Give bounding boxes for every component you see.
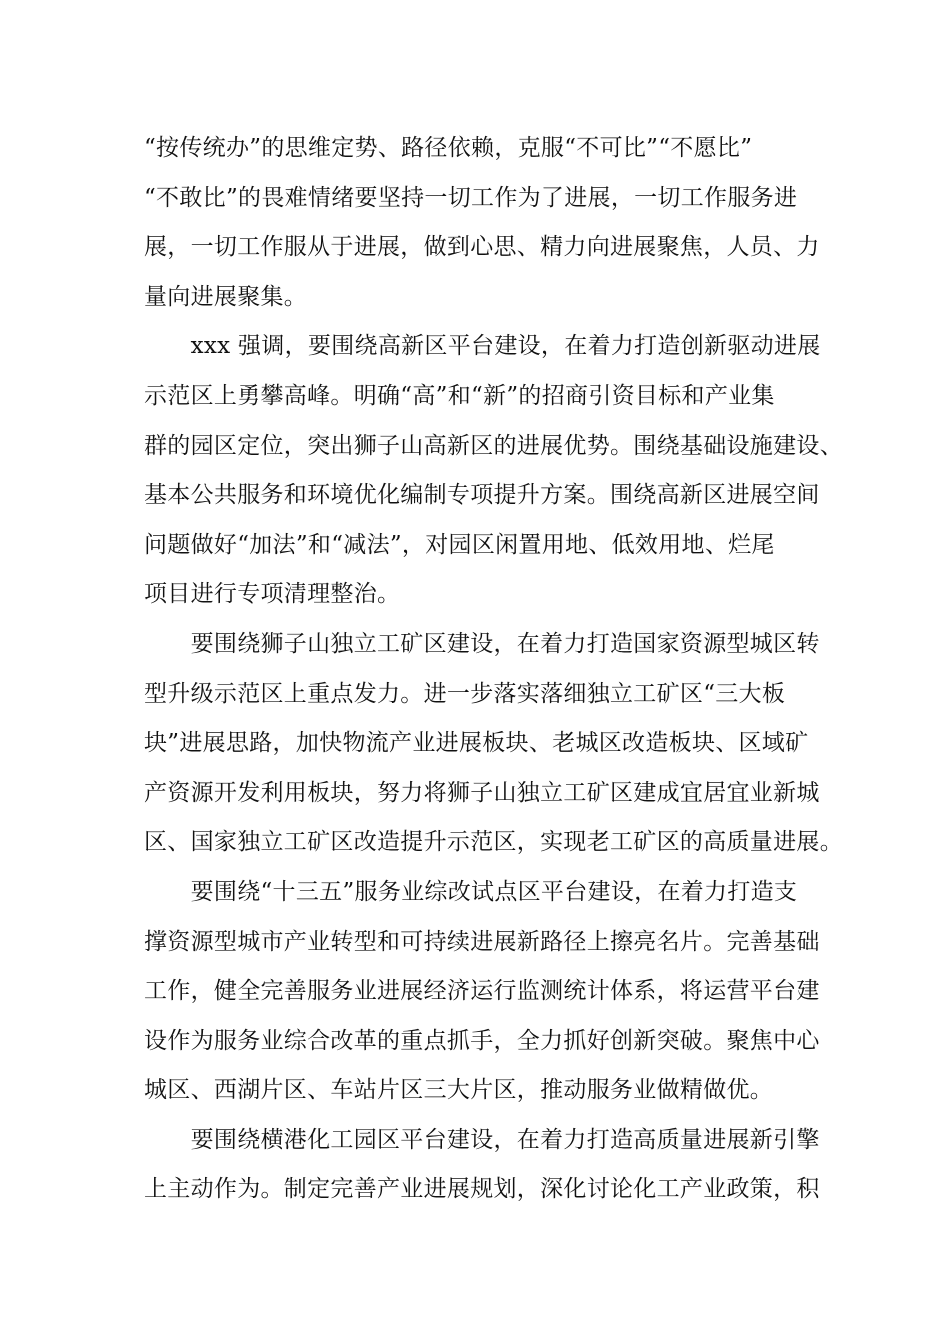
text-line: 量向进展聚集。 [144,283,308,310]
text-line: 项目进行专项清理整治。 [144,581,401,608]
text-line: 区、国家独立工矿区改造提升示范区，实现老工矿区的高质量进展。 [144,829,843,856]
text-line: 示范区上勇攀高峰。明确“高”和“新”的招商引资目标和产业集 [144,382,775,409]
text-line: 产资源开发利用板块，努力将狮子山独立工矿区建成宜居宜业新城 [144,779,820,806]
text-line: 要围绕“十三五”服务业综改试点区平台建设，在着力打造支 [144,878,798,905]
text-line: “不敢比”的畏难情绪要坚持一切工作为了进展，一切工作服务进 [144,184,798,211]
text-line: 城区、西湖片区、车站片区三大片区，推动服务业做精做优。 [144,1077,774,1104]
text-line: 设作为服务业综合改革的重点抓手，全力抓好创新突破。聚焦中心 [144,1027,820,1054]
text-line: 群的园区定位，突出狮子山高新区的进展优势。围绕基础设施建设、 [144,432,843,459]
text-line: 要围绕横港化工园区平台建设，在着力打造高质量进展新引擎 [144,1126,820,1153]
text-line: 工作，健全完善服务业进展经济运行监测统计体系，将运营平台建 [144,978,820,1005]
text-line: 型升级示范区上重点发力。进一步落实落细独立工矿区“三大板 [144,680,786,707]
text-line: “按传统办”的思维定势、路径依赖，克服“不可比”“不愿比” [144,135,753,161]
text-line: 要围绕狮子山独立工矿区建设，在着力打造国家资源型城区转 [144,630,820,657]
document-body [144,124,843,1215]
text-line: 问题做好“加法”和“减法”，对园区闲置用地、低效用地、烂尾 [144,531,775,558]
text-line: 块”进展思路，加快物流产业进展板块、老城区改造板块、区域矿 [144,730,809,757]
text-line: xxx 强调，要围绕高新区平台建设，在着力打造创新驱动进展 [144,333,821,360]
text-line: 基本公共服务和环境优化编制专项提升方案。围绕高新区进展空间 [144,482,820,509]
text-line: 撑资源型城市产业转型和可持续进展新路径上擦亮名片。完善基础 [144,928,820,955]
text-line: 上主动作为。制定完善产业进展规划，深化讨论化工产业政策，积 [144,1176,820,1203]
text-line: 展，一切工作服从于进展，做到心思、精力向进展聚焦，人员、力 [144,234,820,261]
